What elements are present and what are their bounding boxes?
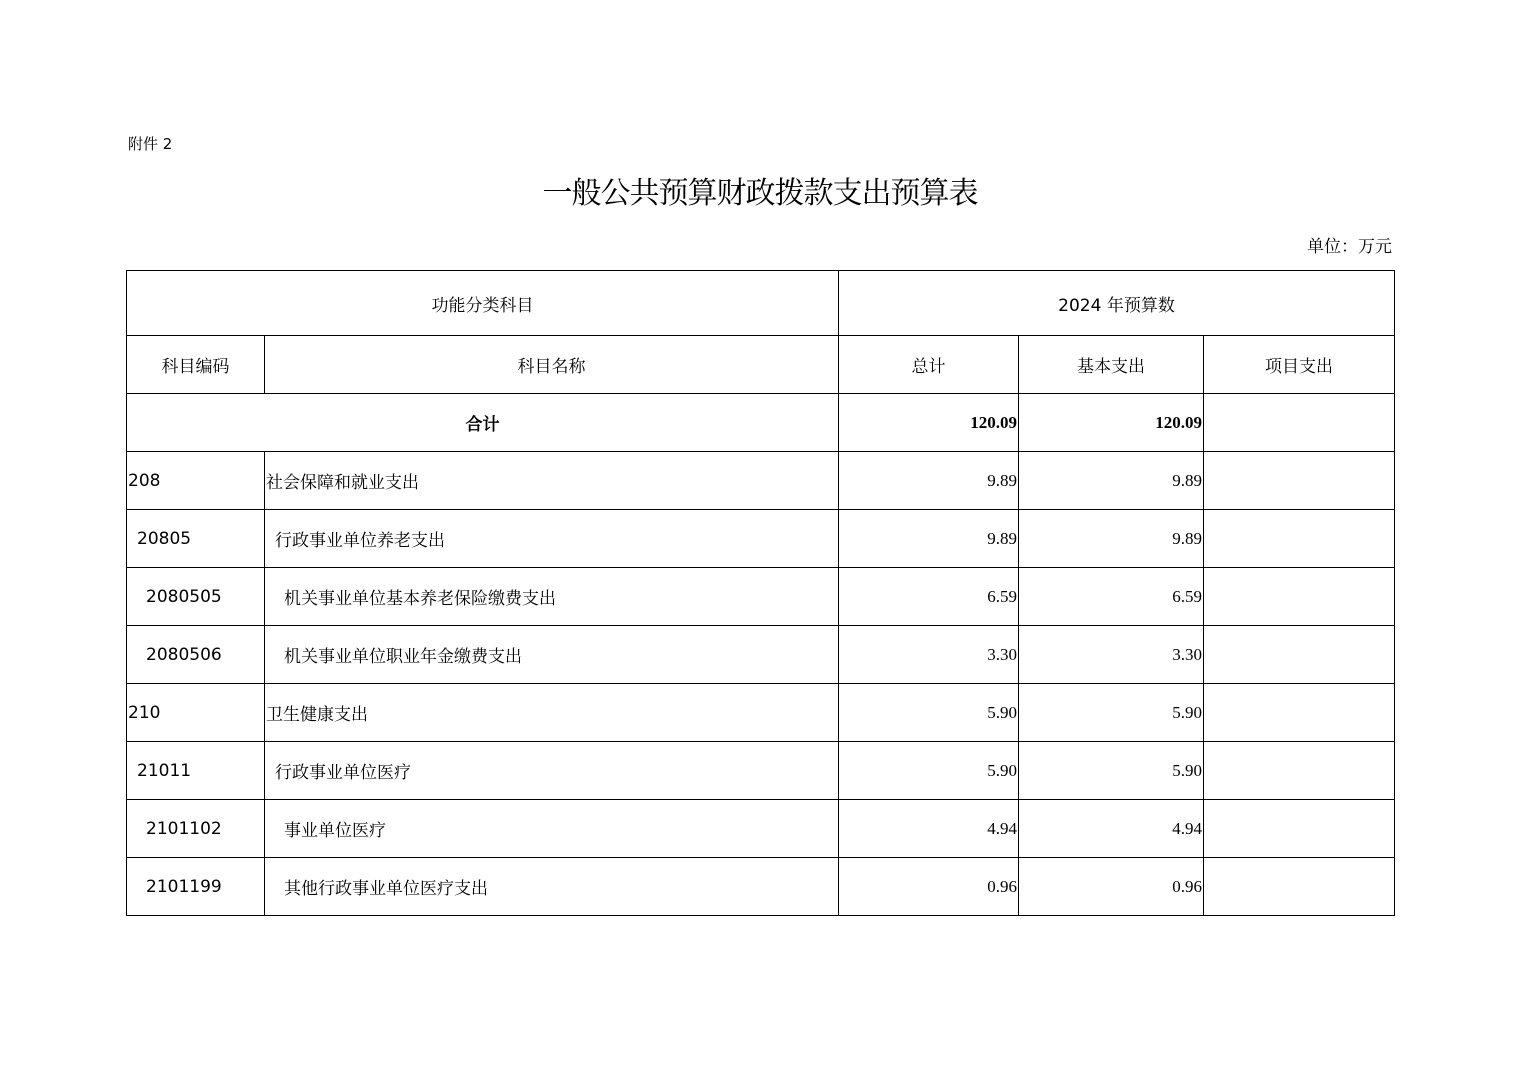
row-project	[1204, 568, 1395, 626]
header-basic: 基本支出	[1019, 336, 1204, 394]
row-project	[1204, 510, 1395, 568]
row-project	[1204, 800, 1395, 858]
summary-basic: 120.09	[1019, 394, 1204, 452]
row-basic: 0.96	[1019, 858, 1204, 916]
row-name: 行政事业单位养老支出	[265, 510, 839, 568]
table-row	[127, 626, 1395, 684]
row-project	[1204, 742, 1395, 800]
row-name: 卫生健康支出	[265, 684, 839, 742]
row-code: 210	[127, 684, 265, 742]
row-total: 5.90	[839, 742, 1019, 800]
page-title: 一般公共预算财政拨款支出预算表	[542, 176, 978, 211]
row-total: 3.30	[839, 626, 1019, 684]
header-budget-year: 2024 年预算数	[839, 271, 1395, 336]
header-row-columns	[127, 336, 1395, 394]
header-project: 项目支出	[1204, 336, 1395, 394]
row-basic: 9.89	[1019, 510, 1204, 568]
row-name: 机关事业单位职业年金缴费支出	[265, 626, 839, 684]
row-basic: 6.59	[1019, 568, 1204, 626]
table-row	[127, 684, 1395, 742]
header-total: 总计	[839, 336, 1019, 394]
row-code: 2101102	[127, 800, 265, 858]
attachment-label: 附件 2	[128, 135, 173, 153]
row-project	[1204, 626, 1395, 684]
summary-total: 120.09	[839, 394, 1019, 452]
row-total: 0.96	[839, 858, 1019, 916]
row-basic: 4.94	[1019, 800, 1204, 858]
header-function-category: 功能分类科目	[127, 271, 839, 336]
row-code: 208	[127, 452, 265, 510]
row-basic: 5.90	[1019, 684, 1204, 742]
row-project	[1204, 684, 1395, 742]
table-row	[127, 510, 1395, 568]
row-code: 2101199	[127, 858, 265, 916]
row-basic: 9.89	[1019, 452, 1204, 510]
row-code: 2080506	[127, 626, 265, 684]
table-row	[127, 452, 1395, 510]
row-name: 事业单位医疗	[265, 800, 839, 858]
table-row	[127, 800, 1395, 858]
summary-label: 合计	[127, 394, 839, 452]
unit-label: 单位：万元	[1307, 237, 1392, 257]
row-project	[1204, 858, 1395, 916]
table-row	[127, 742, 1395, 800]
table-row	[127, 858, 1395, 916]
row-name: 机关事业单位基本养老保险缴费支出	[265, 568, 839, 626]
row-basic: 5.90	[1019, 742, 1204, 800]
row-total: 9.89	[839, 452, 1019, 510]
row-name: 社会保障和就业支出	[265, 452, 839, 510]
summary-project	[1204, 394, 1395, 452]
row-project	[1204, 452, 1395, 510]
table-row	[127, 568, 1395, 626]
header-name: 科目名称	[265, 336, 839, 394]
row-total: 9.89	[839, 510, 1019, 568]
summary-row	[127, 394, 1395, 452]
row-name: 行政事业单位医疗	[265, 742, 839, 800]
header-code: 科目编码	[127, 336, 265, 394]
row-name: 其他行政事业单位医疗支出	[265, 858, 839, 916]
row-code: 21011	[127, 742, 265, 800]
row-basic: 3.30	[1019, 626, 1204, 684]
row-total: 6.59	[839, 568, 1019, 626]
header-row-group	[127, 271, 1395, 336]
row-total: 5.90	[839, 684, 1019, 742]
row-code: 20805	[127, 510, 265, 568]
row-total: 4.94	[839, 800, 1019, 858]
budget-table	[126, 270, 1395, 916]
row-code: 2080505	[127, 568, 265, 626]
